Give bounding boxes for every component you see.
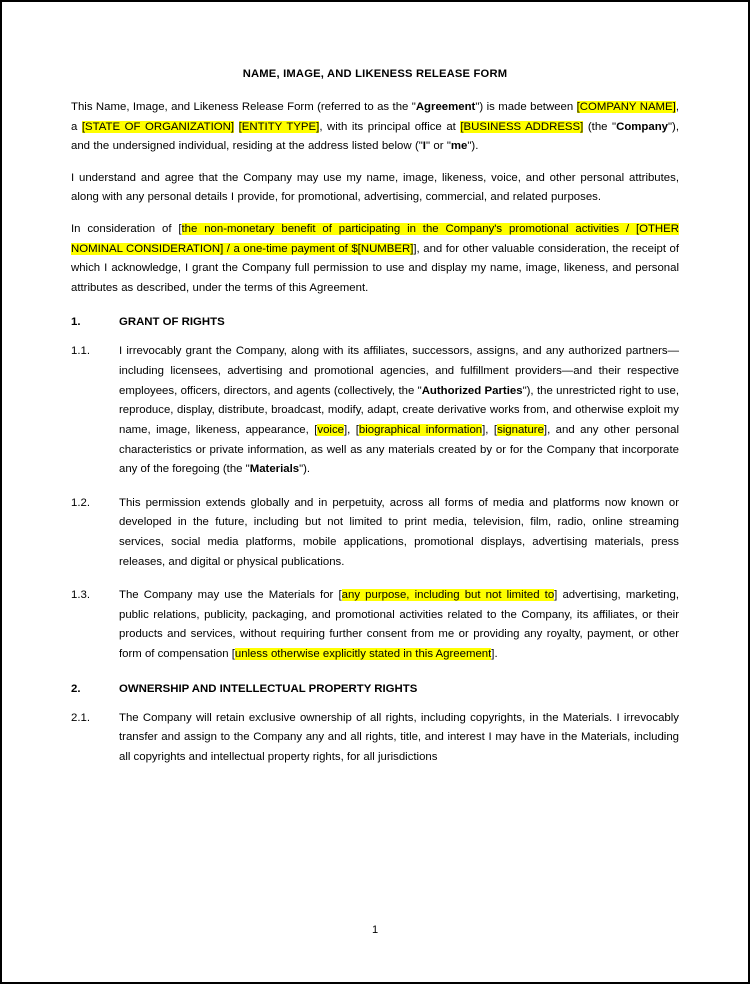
- clause-text: "), the unrestricted right to use, reproduce, display, distribute, broadcast, modify, adapt, create derivative works from, and otherwise exploit my name, image, likeness, appearance, [: [119, 384, 680, 436]
- clause-text: ").: [299, 463, 311, 476]
- clause-text: ], [: [482, 423, 498, 436]
- clause: [71, 709, 679, 768]
- clause-text: I irrevocably grant the Company, along with its affiliates, successors, assigns, and any authorized partners—including licensees, advertising and promotional agencies, and fulfillment providers—and their respective employees, officers, directors, and agents (collectively, the ": [119, 345, 679, 397]
- clause-text: The Company will retain exclusive ownership of all rights, including copyrights, in the Materials. I irrevocably transfer and assign to the Company any and all rights, title, and interest I may have in the Materials, including all copyrights and intellectual property rights, for all jurisdictions: [119, 711, 679, 763]
- clause-body: [119, 342, 679, 479]
- page-number: 1: [371, 924, 379, 936]
- clause-text: ] advertising, marketing, public relations, publicity, packaging, and promotional activities related to the Company, its affiliates, or their products and services, without requiring further consent from me or providing any royalty, payment, or other form of compensation [: [119, 589, 679, 661]
- me-term: me: [450, 140, 468, 153]
- clause: [71, 586, 679, 664]
- clause-body: [119, 494, 679, 572]
- defined-term: Authorized Parties: [421, 384, 523, 397]
- clause: [71, 342, 679, 479]
- clause-text: The Company may use the Materials for [: [119, 589, 342, 602]
- intro-text: , a: [71, 101, 679, 133]
- section-heading: [71, 683, 679, 695]
- clause-body: [119, 709, 679, 768]
- highlighted-placeholder: any purpose, including but not limited to: [341, 589, 555, 602]
- clause-number: 2.1.: [71, 711, 90, 724]
- intro-text: "), and the undersigned individual, residing at the address listed below (": [71, 120, 680, 153]
- intro-text: This Name, Image, and Likeness Release Form (referred to as the ": [71, 101, 416, 113]
- sections-container: [71, 316, 679, 767]
- placeholder-consideration: the non-monetary benefit of participating in the Company's promotional activities / [OTHER NOMINAL CONSIDERATION] / a one-time payment of $[NUMBER]: [71, 223, 679, 255]
- intro-paragraph-1: [71, 98, 679, 157]
- section-heading: [71, 316, 679, 328]
- intro-text: [234, 121, 239, 133]
- defined-term: Materials: [249, 463, 300, 476]
- consideration-text: In consideration of [: [71, 223, 182, 236]
- section-number: 1.: [71, 316, 81, 329]
- intro-text: , with its principal office at: [319, 120, 461, 133]
- intro-text: ") is made between: [475, 101, 577, 113]
- clause-number: 1.3.: [71, 589, 90, 602]
- intro-paragraph-3: [71, 220, 679, 298]
- clause-text: This permission extends globally and in perpetuity, across all forms of media and platforms now known or developed in the future, including but not limited to print media, television, film, radio, online streaming services, social media platforms, mobile applications, promotional displays, advertising materials, press releases, and digital or physical publications.: [119, 496, 679, 568]
- highlighted-placeholder: signature: [497, 423, 544, 436]
- placeholder-entity-type: [ENTITY TYPE]: [238, 120, 320, 133]
- placeholder-business-address: [BUSINESS ADDRESS]: [460, 120, 584, 133]
- clause-number: 1.1.: [71, 345, 90, 358]
- clause-text: ], [: [343, 423, 359, 436]
- placeholder-state: [STATE OF ORGANIZATION]: [81, 120, 235, 133]
- clause-number: 1.2.: [71, 496, 90, 509]
- section-number: 2.: [71, 682, 81, 695]
- highlighted-placeholder: biographical information: [358, 423, 483, 436]
- intro-text: ").: [467, 140, 479, 153]
- consideration-text: ], and for other valuable consideration, the receipt of which I acknowledge, I grant the Company full permission to use and display my name, image, likeness, and personal attributes as described, under the terms of this Agreement.: [71, 242, 679, 294]
- clause-body: [119, 586, 679, 664]
- clause: [71, 494, 679, 572]
- intro-text: (the ": [583, 120, 617, 133]
- intro-text: " or ": [425, 140, 451, 153]
- clause-text: ], and any other personal characteristics or private information, as well as any materials created by or for the Company that incorporate any of the foregoing (the ": [119, 423, 679, 476]
- section-title: OWNERSHIP AND INTELLECTUAL PROPERTY RIGHTS: [119, 682, 418, 695]
- agreement-term: Agreement: [415, 101, 476, 113]
- intro-paragraph-2: I understand and agree that the Company may use my name, image, likeness, voice, and other personal attributes, along with any personal details I provide, for promotional, advertising, commercial, and related purposes.: [71, 171, 679, 204]
- section-title: GRANT OF RIGHTS: [119, 316, 225, 329]
- page-title: NAME, IMAGE, AND LIKENESS RELEASE FORM: [242, 68, 508, 80]
- i-term: I: [422, 140, 426, 153]
- placeholder-company-name: [COMPANY NAME]: [576, 101, 676, 113]
- clause-text: ].: [491, 648, 498, 661]
- highlighted-placeholder: voice: [317, 423, 344, 436]
- highlighted-placeholder: unless otherwise explicitly stated in this Agreement: [234, 648, 492, 661]
- company-term: Company: [616, 120, 668, 133]
- document-sheet: [30, 16, 720, 968]
